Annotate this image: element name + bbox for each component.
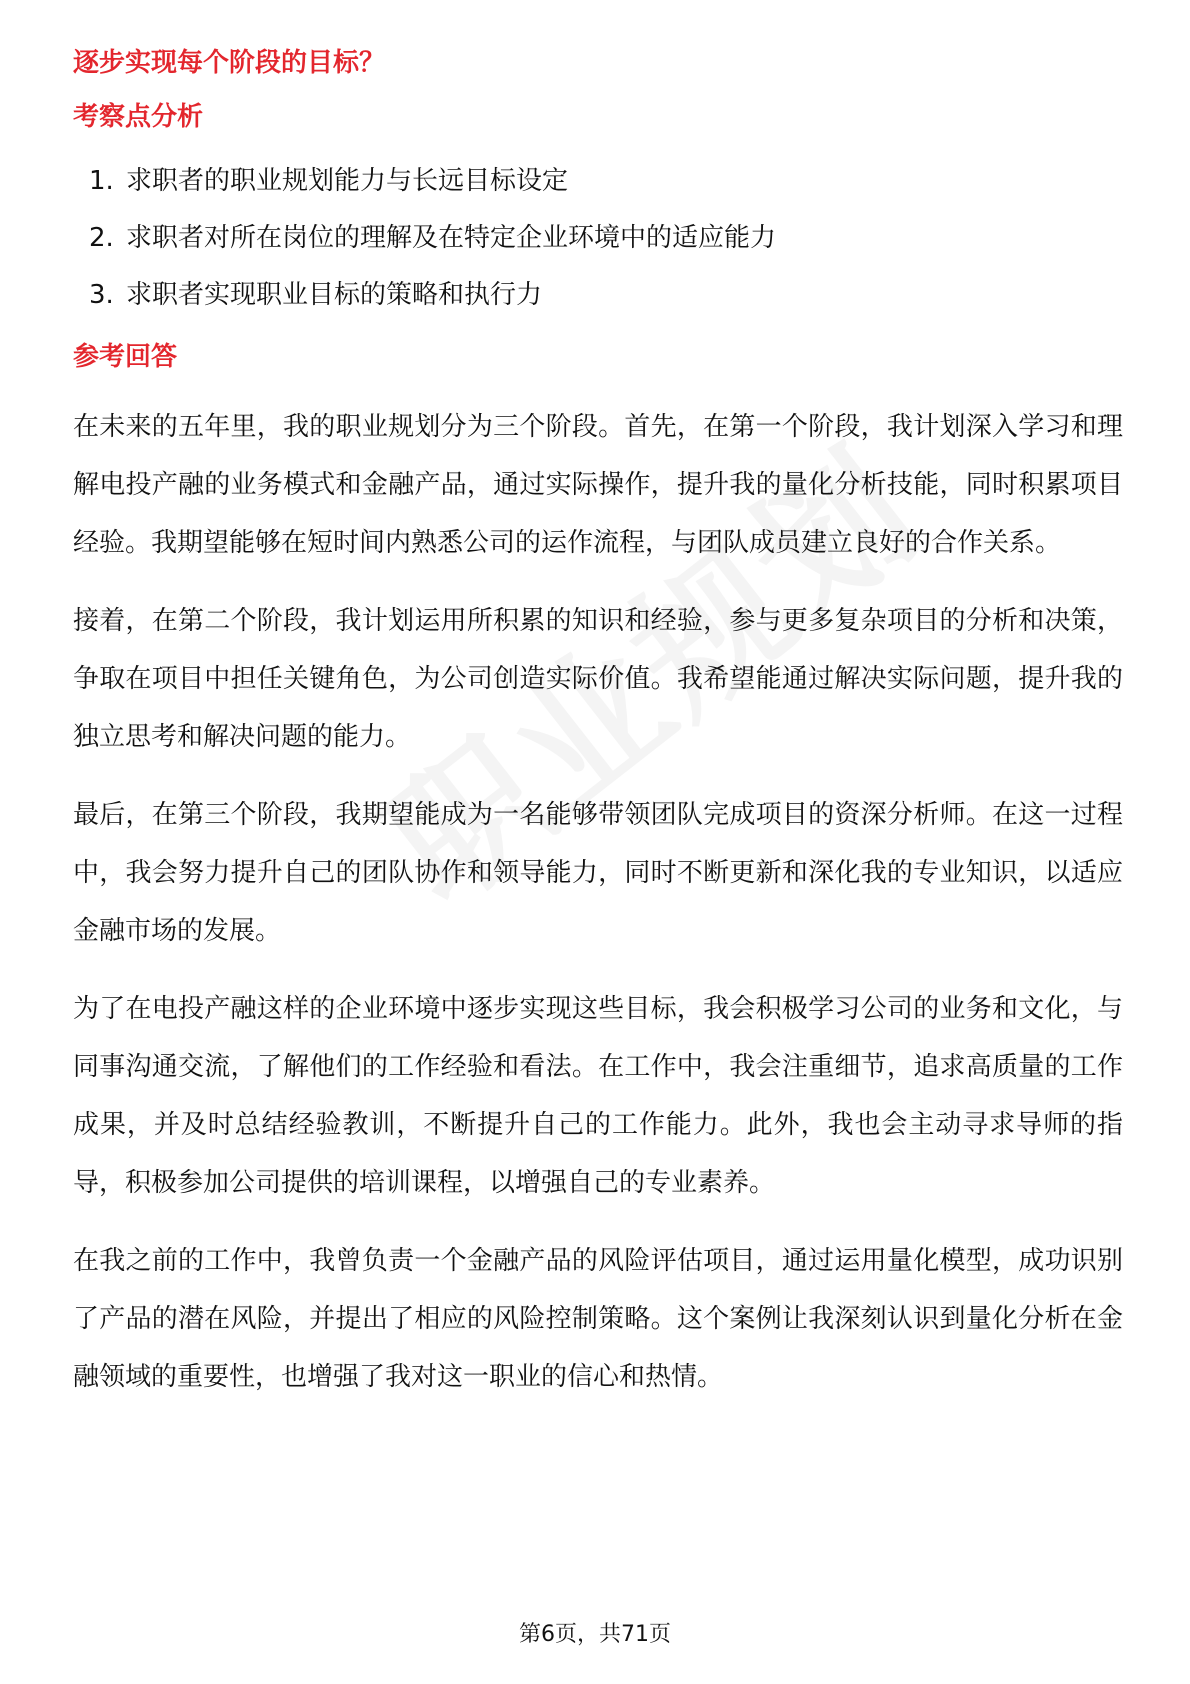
analysis-points-list (73, 162, 1123, 314)
question-heading-tail: 逐步实现每个阶段的目标？ (73, 48, 386, 78)
answer-paragraph: 在未来的五年里，我的职业规划分为三个阶段。首先，在第一个阶段，我计划深入学习和理解电投产融的业务模式和金融产品，通过实际操作，提升我的量化分析技能，同时积累项目经验。我期望能够在短时间内熟悉公司的运作流程，与团队成员建立良好的合作关系。 (73, 412, 1123, 558)
answer-paragraph: 接着，在第二个阶段，我计划运用所积累的知识和经验，参与更多复杂项目的分析和决策，争取在项目中担任关键角色，为公司创造实际价值。我希望能通过解决实际问题，提升我的独立思考和解决问题的能力。 (73, 606, 1123, 752)
list-item (89, 162, 1123, 200)
answer-paragraph: 最后，在第三个阶段，我期望能成为一名能够带领团队完成项目的资深分析师。在这一过程中，我会努力提升自己的团队协作和领导能力，同时不断更新和深化我的专业知识，以适应金融市场的发展。 (73, 800, 1123, 946)
page-content (73, 44, 1123, 1426)
analysis-heading: 考察点分析 (73, 102, 204, 132)
list-item-number: 3. (89, 280, 114, 310)
list-item-text: 求职者的职业规划能力与长远目标设定 (126, 166, 569, 196)
list-item-number: 2. (89, 223, 114, 253)
answer-paragraph: 为了在电投产融这样的企业环境中逐步实现这些目标，我会积极学习公司的业务和文化，与同事沟通交流，了解他们的工作经验和看法。在工作中，我会注重细节，追求高质量的工作成果，并及时总结经验教训，不断提升自己的工作能力。此外，我也会主动寻求导师的指导，积极参加公司提供的培训课程，以增强自己的专业素养。 (73, 994, 1123, 1198)
answer-paragraph: 在我之前的工作中，我曾负责一个金融产品的风险评估项目，通过运用量化模型，成功识别了产品的潜在风险，并提出了相应的风险控制策略。这个案例让我深刻认识到量化分析在金融领域的重要性，也增强了我对这一职业的信心和热情。 (73, 1246, 1123, 1392)
list-item-text: 求职者对所在岗位的理解及在特定企业环境中的适应能力 (126, 223, 777, 253)
page-number-footer: 第6页，共71页 (519, 1622, 671, 1647)
list-item-number: 1. (89, 166, 114, 196)
list-item (89, 276, 1123, 314)
answer-heading: 参考回答 (73, 342, 178, 372)
list-item (89, 219, 1123, 257)
list-item-text: 求职者实现职业目标的策略和执行力 (126, 280, 543, 310)
